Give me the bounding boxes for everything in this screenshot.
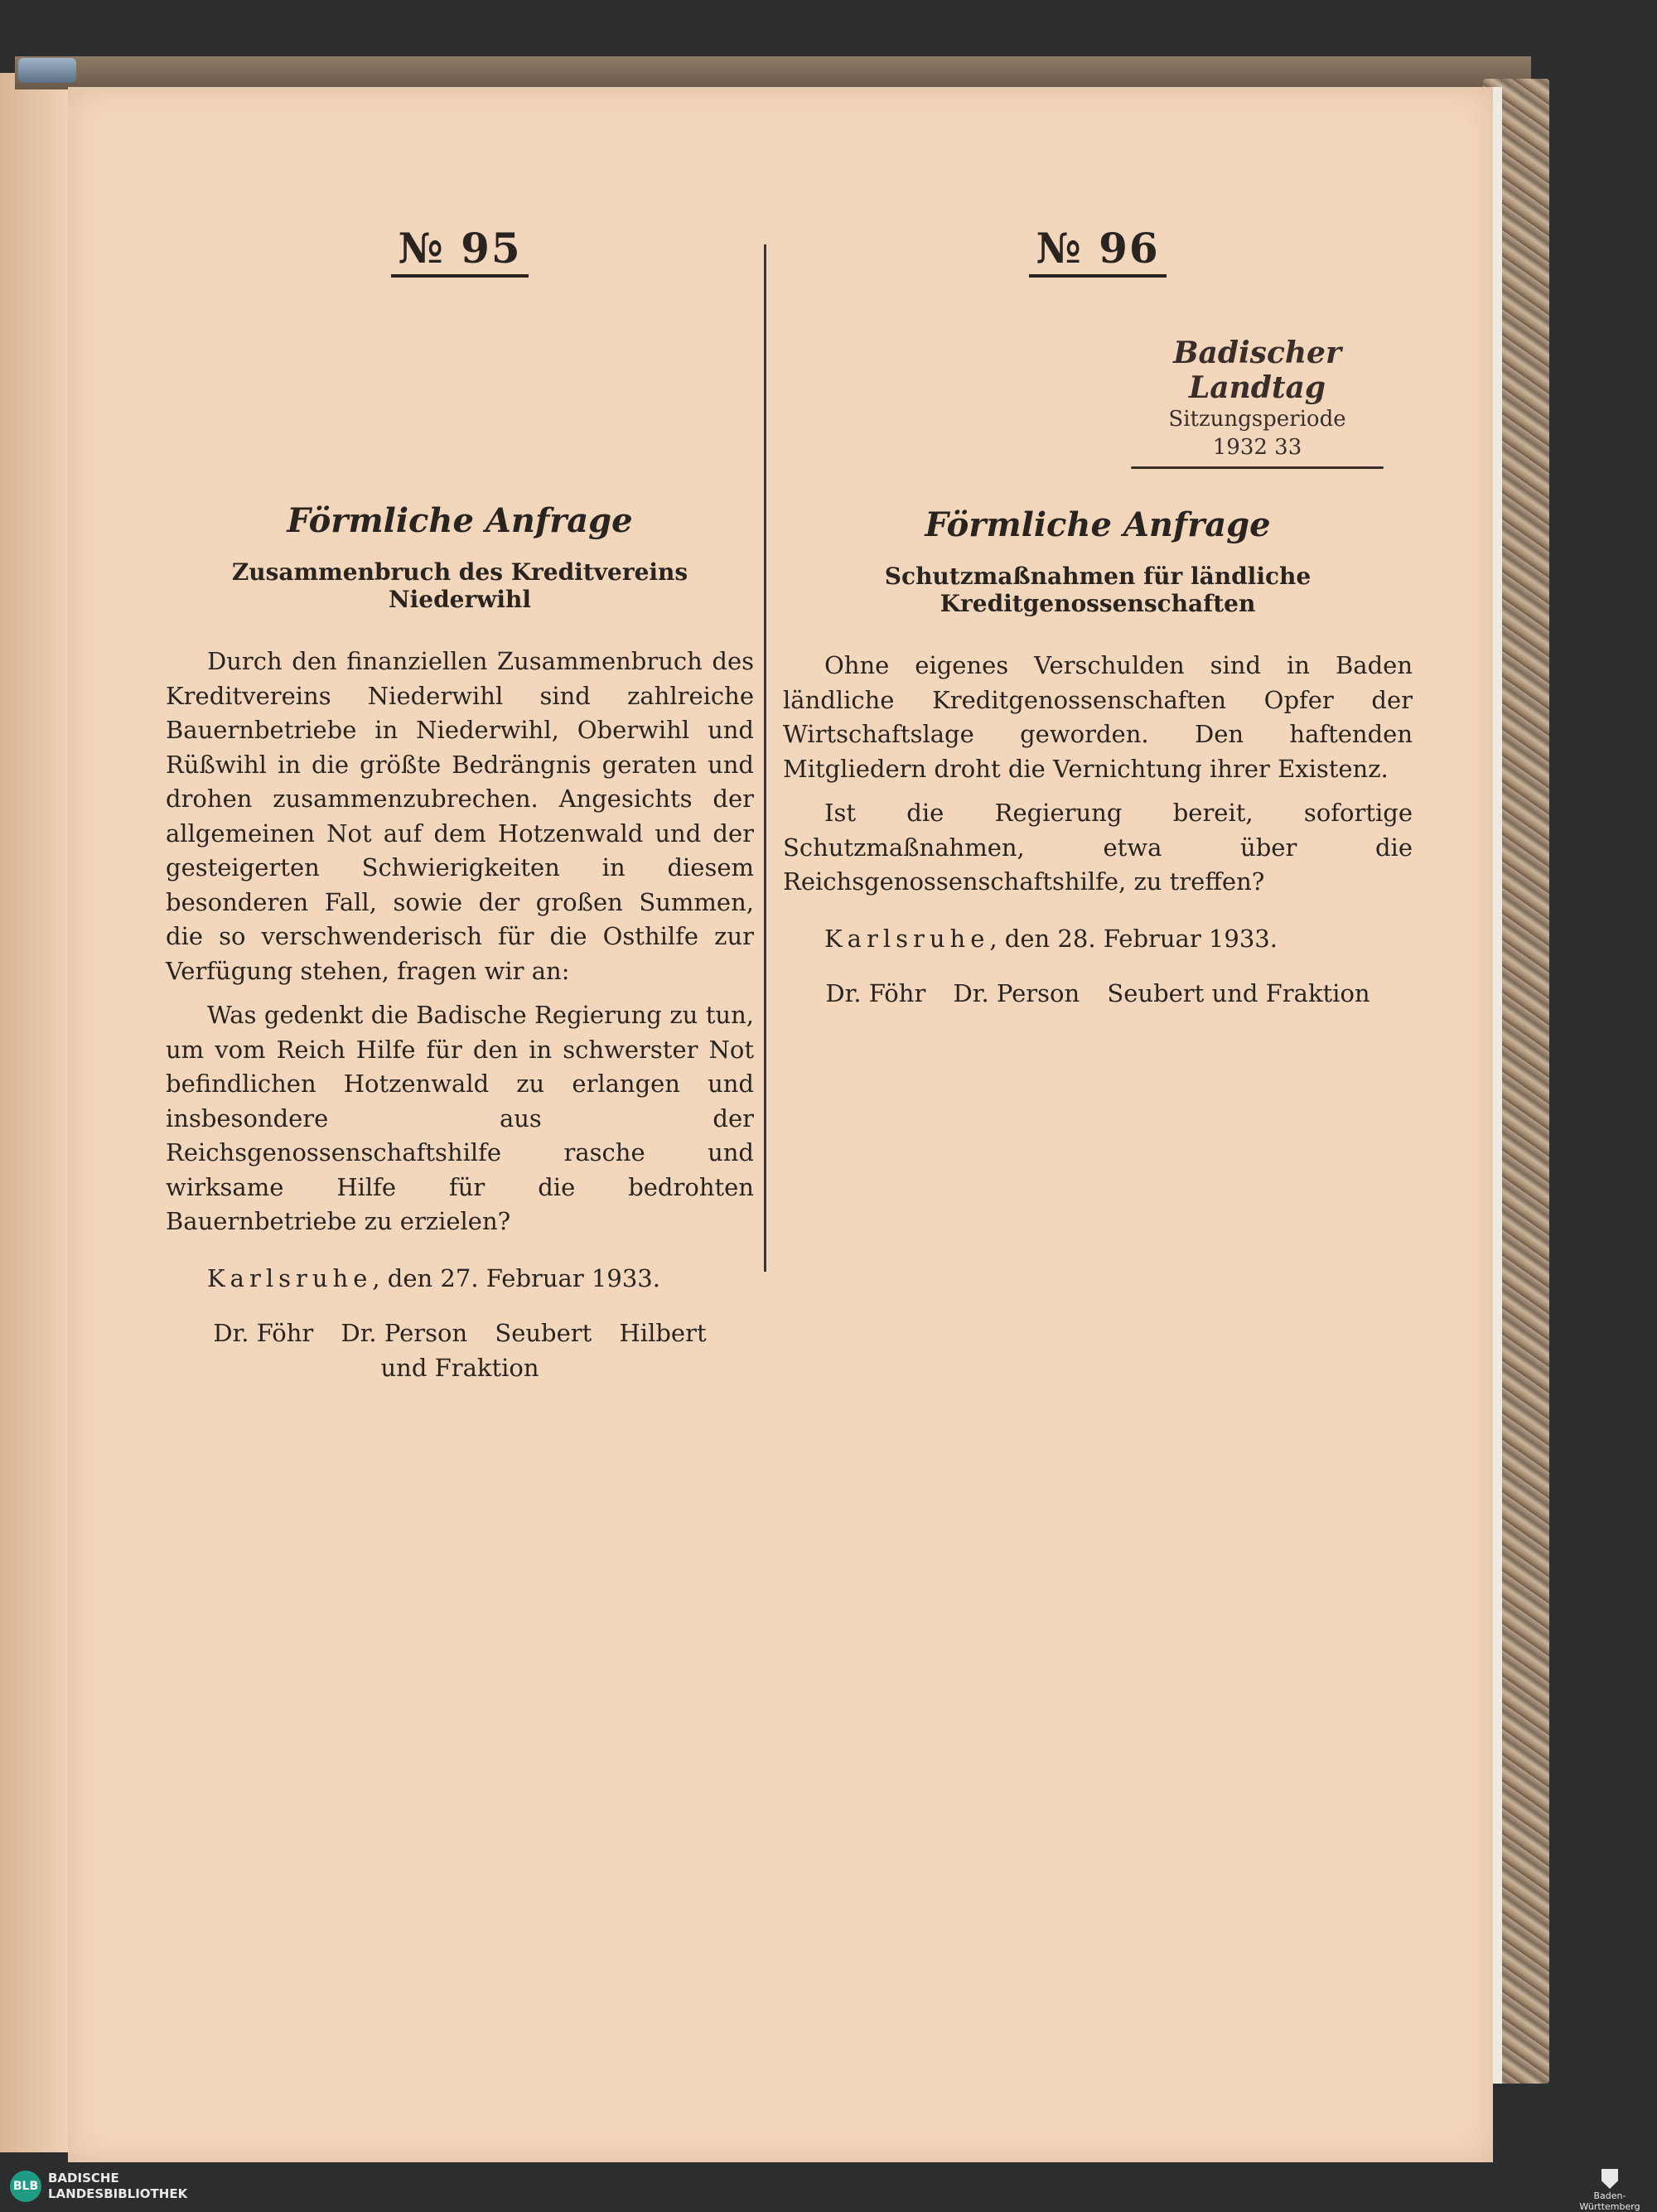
stamp-underline: [1131, 466, 1384, 469]
date-line: Karlsruhe, den 27. Februar 1933.: [207, 1263, 660, 1292]
inquiry-question: Ist die Regierung bereit, sofortige Schutzmaßnahmen, etwa über die Reichsgenossenschaftshilfe, zu treffen?: [783, 799, 1413, 896]
crest-icon: [1601, 2169, 1618, 2189]
inquiry-subheading: Schutzmaßnahmen für ländliche Kreditgenossenschaften: [884, 563, 1312, 617]
signatories: Dr. Föhr Dr. Person Seubert und Fraktion: [825, 978, 1370, 1007]
binding-clip: [18, 58, 76, 83]
blb-logo-icon: BLB: [10, 2171, 41, 2202]
facing-page-edge: [0, 73, 76, 2152]
region-logo: Baden-Württemberg: [1572, 2169, 1647, 2212]
inquiry-95: [166, 224, 754, 1385]
document-number: № 96: [783, 224, 1413, 278]
inquiry-paragraph: Ohne eigenes Verschulden sind in Baden ländliche Kreditgenossenschaften Opfer der Wirtschaftslage geworden. Den haftenden Mitgliedern droht die Vernichtung ihrer Existenz.: [783, 651, 1413, 783]
column-divider: [764, 244, 766, 1272]
inquiry-heading: Förmliche Anfrage: [287, 501, 633, 540]
inquiry-question: Was gedenkt die Badische Regierung zu tun, um vom Reich Hilfe für den in schwerster Not befindlichen Hotzenwald zu erlangen und insbesondere aus der Reichsgenossenschaftshilfe rasche und wirksame Hilfe für die bedrohten Bauernbetriebe zu erzielen?: [166, 1001, 754, 1235]
date-line: Karlsruhe, den 28. Februar 1933.: [824, 924, 1278, 953]
inquiry-paragraph: Durch den finanziellen Zusammenbruch des Kreditvereins Niederwihl sind zahlreiche Bauernbetriebe in Niederwihl, Oberwihl und Rüßwihl in die größte Bedrängnis geraten und drohen zusammenzubrechen. Angesichts der allgemeinen Not auf dem Hotzenwald und der gesteigerten Schwierigkeiten in diesem besonderen Fall, sowie der großen Summen, die so verschwenderisch für die Osthilfe zur Verfügung stehen, fragen wir an:: [166, 647, 754, 985]
viewer-footer: [0, 2166, 1657, 2212]
document-number: № 95: [166, 224, 754, 278]
book-binding-strip: [15, 56, 1531, 89]
landtag-stamp: Badischer Landtag Sitzungsperiode 1932 33: [1131, 336, 1384, 469]
signatories: Dr. Föhr Dr. Person Seubert Hilbert und Fraktion: [213, 1318, 707, 1382]
inquiry-heading: Förmliche Anfrage: [925, 505, 1271, 544]
inquiry-subheading: Zusammenbruch des Kreditvereins Niederwihl: [231, 558, 688, 613]
library-name: BADISCHE LANDESBIBLIOTHEK: [48, 2171, 188, 2201]
